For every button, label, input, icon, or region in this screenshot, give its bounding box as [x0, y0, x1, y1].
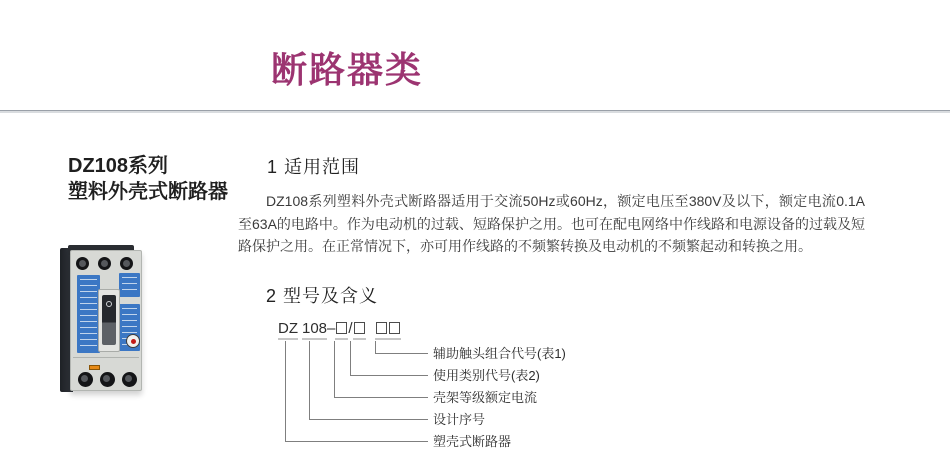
blue-rating-label-top-right	[119, 273, 140, 297]
placeholder-box-icon	[389, 322, 400, 334]
placeholder-box-icon	[336, 322, 347, 334]
placeholder-box-icon	[376, 322, 387, 334]
product-series-name: DZ108系列	[68, 155, 169, 177]
terminal-screw	[123, 260, 130, 267]
diagram-label-molded-case-breaker: 塑壳式断路器	[433, 434, 512, 449]
orange-indicator	[89, 365, 100, 370]
section1-paragraph: DZ108系列塑料外壳式断路器适用于交流50Hz或60Hz，额定电压至380V及以下，额定电流0.1A至63A的电路中。作为电动机的过载、短路保护之用。也可在配电网络中作线路和电源设备的过载及短路保护之用。在正常情况下，亦可用作线路的不频繁转换及电动机的不频繁起动和转换之用。	[238, 193, 865, 254]
top-terminal-2	[98, 257, 111, 270]
model-series-number: 108	[302, 320, 327, 340]
top-terminal-1	[76, 257, 89, 270]
dial-red-center	[131, 339, 136, 344]
model-prefix: DZ	[278, 320, 298, 340]
terminal-screw	[101, 260, 108, 267]
diagram-label-utilization-category: 使用类别代号(表2)	[433, 368, 540, 383]
frame-current-box	[335, 320, 348, 340]
bottom-terminal-2	[100, 372, 115, 387]
toggle-off-mark	[106, 301, 112, 307]
model-code-row	[278, 320, 401, 340]
model-dash: –	[327, 320, 336, 337]
section1-heading: 1 适用范围	[267, 157, 361, 177]
model-slash: /	[348, 320, 353, 337]
bottom-terminal-1	[78, 372, 93, 387]
case-seam-line	[73, 357, 139, 358]
section2-heading: 2 型号及含义	[266, 286, 379, 306]
diagram-label-auxiliary-contact: 辅助触头组合代号(表1)	[433, 346, 566, 361]
auxiliary-contact-boxes	[375, 320, 401, 340]
utilization-category-box	[353, 320, 366, 340]
trip-adjust-dial	[126, 334, 140, 348]
terminal-screw	[103, 375, 110, 382]
model-designation-diagram	[238, 315, 668, 458]
terminal-screw	[79, 260, 86, 267]
product-series-title	[68, 153, 228, 205]
diagram-label-design-serial: 设计序号	[433, 412, 486, 427]
page-title: 断路器类	[271, 49, 424, 90]
bottom-terminal-3	[122, 372, 137, 387]
placeholder-box-icon	[354, 322, 365, 334]
product-series-type: 塑料外壳式断路器	[68, 181, 228, 203]
top-terminal-3	[120, 257, 133, 270]
label-text-lines	[80, 279, 97, 349]
breaker-toggle-handle	[102, 295, 116, 345]
label-text-lines	[122, 277, 137, 293]
blue-rating-label-left	[77, 275, 100, 353]
breaker-toggle-frame	[98, 289, 120, 352]
terminal-screw	[81, 375, 88, 382]
header-divider	[0, 110, 950, 113]
product-photo	[60, 245, 142, 395]
diagram-label-frame-rated-current: 壳架等级额定电流	[433, 390, 538, 405]
breaker-face	[70, 250, 142, 391]
terminal-screw	[125, 375, 132, 382]
